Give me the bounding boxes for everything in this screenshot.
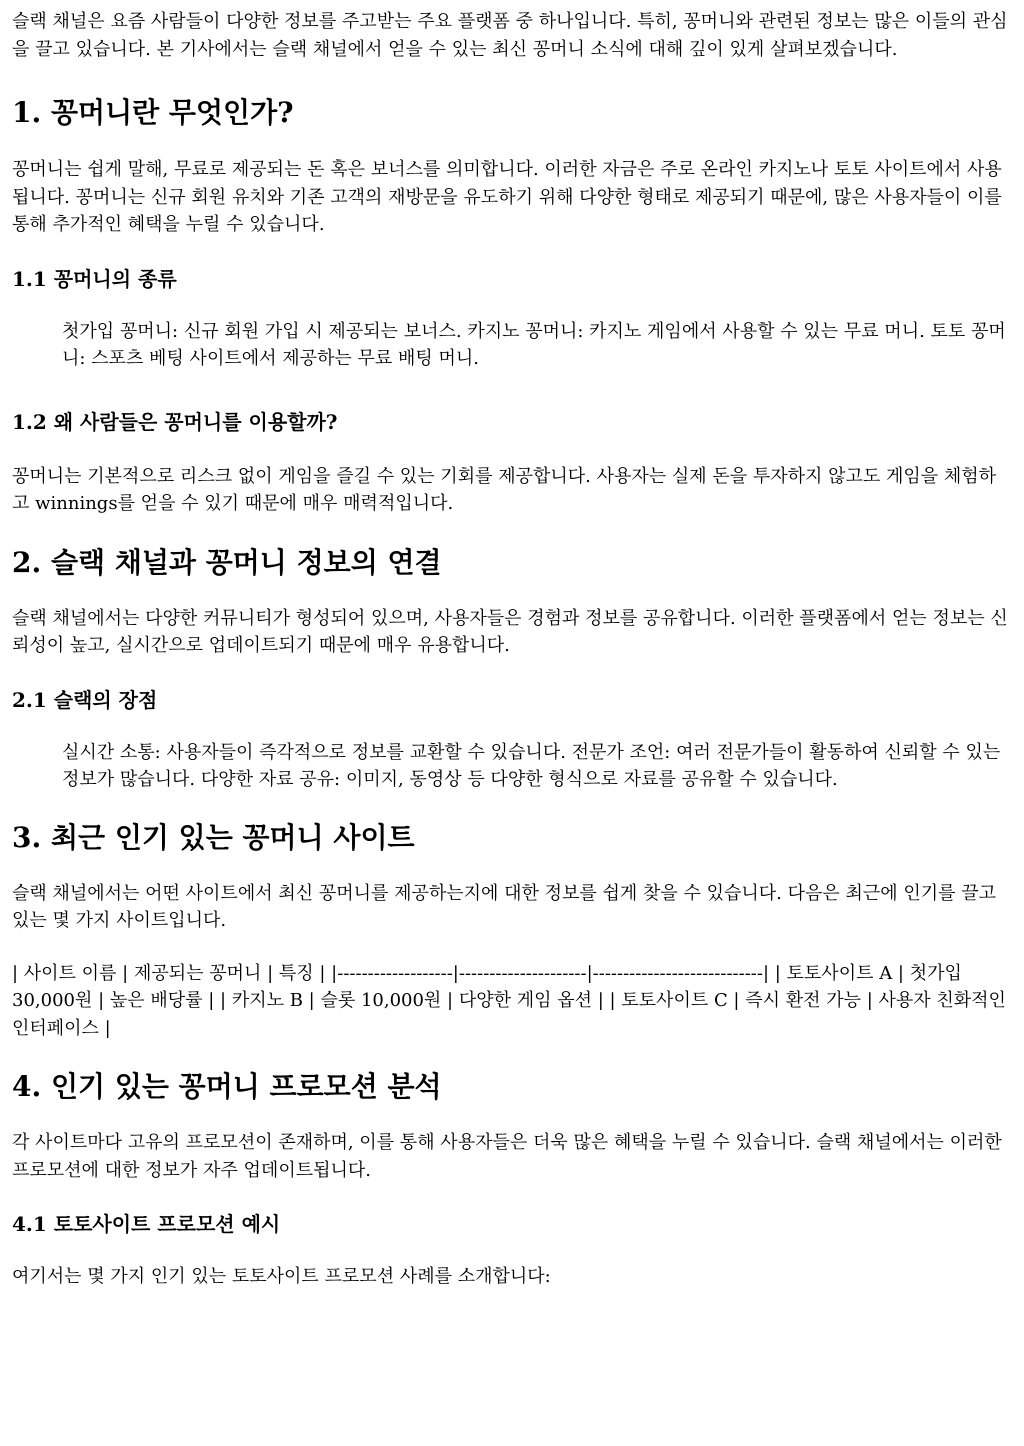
section-2-paragraph: 슬랙 채널에서는 다양한 커뮤니티가 형성되어 있으며, 사용자들은 경험과 정보를 공유합니다. 이러한 플랫폼에서 얻는 정보는 신뢰성이 높고, 실시간으로 업데이트되기 때문에 매우 유용합니다. xyxy=(12,607,1008,656)
section-heading-what-is-ggongmoney: 1. 꽁머니란 무엇인가? xyxy=(12,96,294,129)
sites-table-text: | 사이트 이름 | 제공되는 꽁머니 | 특징 | |-------------------|---------------------|----------------------------| | 토토사이트 A | 첫가입 30,000원 | 높은 배당률 | | 카지노 B | 슬롯 10,000원 | 다양한 게임 옵션 | | 토토사이트 C | 즉시 환전 가능 | 사용자 친화적인 인터페이스 | xyxy=(12,962,1006,1039)
subsection-heading-promotion-examples: 4.1 토토사이트 프로모션 예시 xyxy=(12,1212,281,1236)
section-3-paragraph: 슬랙 채널에서는 어떤 사이트에서 최신 꽁머니를 제공하는지에 대한 정보를 쉽게 찾을 수 있습니다. 다음은 최근에 인기를 끌고 있는 몇 가지 사이트입니다. xyxy=(12,882,997,931)
subsection-heading-slack-advantages: 2.1 슬랙의 장점 xyxy=(12,687,158,712)
section-heading-popular-sites: 3. 최근 인기 있는 꽁머니 사이트 xyxy=(12,820,415,854)
section-heading-slack-connection: 2. 슬랙 채널과 꽁머니 정보의 연결 xyxy=(12,545,442,579)
section-4-paragraph: 각 사이트마다 고유의 프로모션이 존재하며, 이를 통해 사용자들은 더욱 많은 혜택을 누릴 수 있습니다. 슬랙 채널에서는 이러한 프로모션에 대한 정보가 자주 업데이트됩니다. xyxy=(12,1132,1002,1181)
subsection-heading-why-use: 1.2 왜 사람들은 꽁머니를 이용할까? xyxy=(12,409,338,434)
promotion-examples-paragraph: 여기서는 몇 가지 인기 있는 토토사이트 프로모션 사례를 소개합니다: xyxy=(12,1266,551,1287)
section-heading-promotion-analysis: 4. 인기 있는 꽁머니 프로모션 분석 xyxy=(12,1070,442,1103)
why-use-paragraph: 꽁머니는 기본적으로 리스크 없이 게임을 즐길 수 있는 기회를 제공합니다. 사용자는 실제 돈을 투자하지 않고도 게임을 체험하고 winnings를 얻을 수 있기 때문에 매우 매력적입니다. xyxy=(12,465,997,514)
subsection-heading-types: 1.1 꽁머니의 종류 xyxy=(12,266,177,291)
advantages-blockquote: 실시간 소통: 사용자들이 즉각적으로 정보를 교환할 수 있습니다. 전문가 조언: 여러 전문가들이 활동하여 신뢰할 수 있는 정보가 많습니다. 다양한 자료 공유: 이미지, 동영상 등 다양한 형식으로 자료를 공유할 수 있습니다. xyxy=(62,741,1001,790)
intro-paragraph: 슬랙 채널은 요즘 사람들이 다양한 정보를 주고받는 주요 플랫폼 중 하나입니다. 특히, 꽁머니와 관련된 정보는 많은 이들의 관심을 끌고 있습니다. 본 기사에서는 슬랙 채널에서 얻을 수 있는 최신 꽁머니 소식에 대해 깊이 있게 살펴보겠습니다. xyxy=(12,11,1008,60)
types-blockquote: 첫가입 꽁머니: 신규 회원 가입 시 제공되는 보너스. 카지노 꽁머니: 카지노 게임에서 사용할 수 있는 무료 머니. 토토 꽁머니: 스포츠 베팅 사이트에서 제공하는 무료 배팅 머니. xyxy=(62,320,1006,369)
section-1-paragraph: 꽁머니는 쉽게 말해, 무료로 제공되는 돈 혹은 보너스를 의미합니다. 이러한 자금은 주로 온라인 카지노나 토토 사이트에서 사용됩니다. 꽁머니는 신규 회원 유치와 기존 고객의 재방문을 유도하기 위해 다양한 형태로 제공되기 때문에, 많은 사용자들이 이를 통해 추가적인 혜택을 누릴 수 있습니다. xyxy=(12,159,1002,235)
